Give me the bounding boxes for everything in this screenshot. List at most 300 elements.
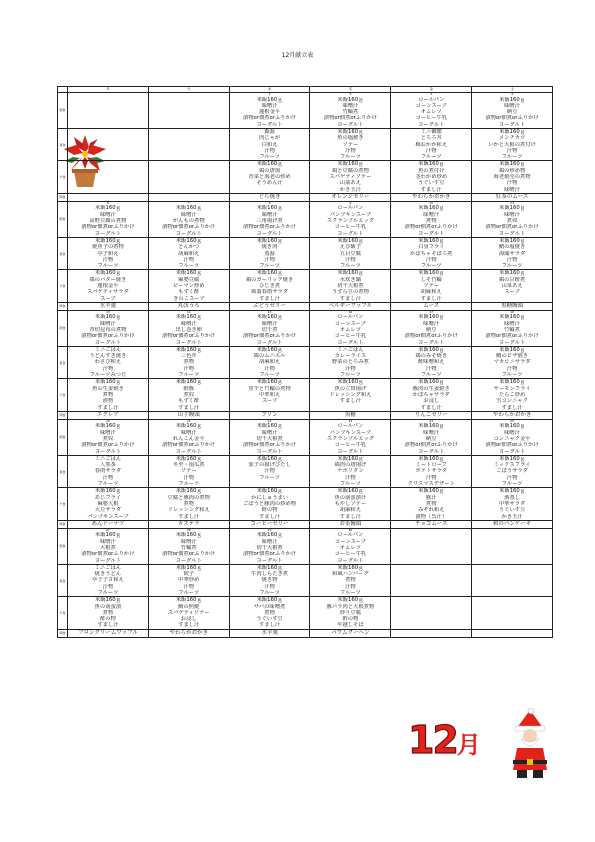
menu-item: ヨーグルト [94,557,122,564]
menu-item [149,187,229,193]
meal-cell [472,488,553,520]
menu-item: すまし汁 [258,295,281,302]
menu-item [472,590,552,596]
meal-cell [391,564,472,596]
menu-item: 汁物 [345,147,356,154]
menu-item [68,187,148,193]
menu-item: 漬物or佃煮orふりかけ [404,442,458,449]
meal-cell [148,128,229,160]
menu-item: 煮物 [264,609,275,616]
menu-item: れんこん金平 [172,435,205,442]
day-number: 21 [186,418,191,423]
meal-cell [391,455,472,487]
meal-cell [68,597,149,629]
menu-item: わさび和え [94,359,122,366]
menu-item: 山菜あえ [339,180,361,187]
menu-item: コーヒー牛乳 [334,224,367,231]
day-header-wed: 水 [229,87,310,93]
menu-item: 味噌汁 [261,211,278,218]
meal-cell [68,93,149,129]
menu-item: 米飯160ｇ [418,237,445,244]
menu-item: 味噌汁 [99,211,116,218]
menu-item: 漬物（呉汁） [415,513,448,520]
meal-cell [229,237,310,269]
day-number: 14 [186,309,191,314]
meal-label: 朝食 [58,93,68,129]
menu-item: 味噌汁 [180,320,197,327]
menu-item: すまし汁 [258,513,281,520]
day-number: 24 [429,418,434,423]
meal-cell [229,455,310,487]
meal-cell [68,379,149,411]
menu-item: ヨーグルト [175,339,202,346]
menu-item: 米飯160ｇ [175,488,202,495]
menu-item: かぼちゃサラダ [412,391,450,398]
menu-item: 米飯160ｇ [499,346,526,353]
meal-cell [472,419,553,455]
menu-item: 煮物 [425,218,437,225]
menu-item: とんかつ [178,244,200,251]
menu-item: ヨーグルト [337,339,364,346]
menu-item: ナポリタン [337,468,364,475]
snack-row [58,411,553,419]
menu-item: 漬物or佃煮orふりかけ [162,333,216,340]
meal-cell [310,270,391,302]
meal-cell [148,270,229,302]
meal-cell [391,201,472,237]
menu-item: うぐいす豆 [417,180,445,187]
day-number: 1 [268,92,271,96]
meal-cell [391,310,472,346]
menu-item: 煮物 [102,391,114,398]
menu-item: 味噌汁 [261,320,278,327]
menu-item: 漬物or佃煮orふりかけ [242,333,297,340]
menu-item: 米飯160ｇ [175,423,202,430]
menu-item: 漬物 [102,398,114,405]
santa-icon [513,708,547,778]
menu-item: 鶏と豆腐の煮物 [331,167,369,174]
menu-item: コーンスープ [415,102,447,109]
menu-item: 米飯160ｇ [256,597,283,604]
menu-item: フルーツみつ豆 [89,372,127,379]
menu-item: 汁物 [102,256,114,263]
meal-cell [472,310,553,346]
menu-item: 三角揚げ煮 [256,218,283,225]
menu-item: 鶏肉の唐揚げ [334,462,367,469]
menu-item: 麻婆豆腐 [178,276,200,283]
menu-item: 米飯160ｇ [418,455,445,462]
menu-item: 味噌汁 [342,102,359,109]
menu-item: 米飯160ｇ [94,205,121,212]
meal-cell [68,488,149,520]
meal-cell [229,270,310,302]
meal-label: 朝食 [58,310,68,346]
menu-item: 炒り豆腐 [339,609,361,616]
menu-item: 汁物 [264,583,275,590]
menu-item: 高野豆腐の煮物 [89,218,127,225]
month-kanji: 月 [456,731,481,759]
menu-item: ポテトサラダ [415,468,448,475]
menu-item: ミックスフライ [493,462,531,469]
meal-cell [229,419,310,455]
menu-item: 青菜と海老の炒め [248,174,291,181]
day-number: 25 [510,418,514,423]
menu-item: ヨーグルト [94,230,122,237]
menu-item: 蒸蕎 [264,250,275,257]
meal-cell [472,528,553,564]
menu-item: 胡麻和え [339,507,361,514]
menu-item: 漬物or佃煮orふりかけ [81,551,135,558]
snack-cell: カステラ [148,520,229,528]
menu-item: ごぼうサラダ [496,468,528,475]
menu-item: パンプキンスープ [329,429,372,436]
meal-cell [310,237,391,269]
menu-item: ヨーグルト [175,557,202,564]
snack-cell: エクレア [68,411,149,419]
menu-item: 米飯160ｇ [337,379,364,386]
meal-label: 夕食 [58,379,68,411]
menu-item: ヨーグルト [175,230,202,237]
day-number: 28 [186,527,191,532]
menu-item: もずく酢 [178,398,200,405]
menu-item: ヨーグルト [256,339,283,346]
meal-cell [229,310,310,346]
menu-item: メンチカツ [498,135,526,142]
menu-item: ロールパン [337,423,364,430]
day-number: 20 [106,418,110,423]
meal-cell [68,270,149,302]
snack-cell: あんドーナツ [68,520,149,528]
menu-item: フルーツ [501,154,523,161]
menu-item: 豚肉の生姜焼き [412,385,450,392]
meal-cell [472,237,553,269]
snack-label: 間食 [59,631,66,636]
menu-item: 酒蒸し [504,494,521,501]
menu-item: えび飯子 [339,244,361,251]
menu-item: ドレッシング和え [167,507,210,514]
snack-cell: プリン [229,411,310,419]
menu-item: 蓮根金平 [258,109,281,116]
menu-item: 汁物 [102,583,114,590]
snack-cell: ムース [391,302,472,310]
meal-cell [472,128,553,160]
menu-item: ヨーグルト [256,557,283,564]
menu-item: 米飯160ｇ [175,346,202,353]
day-header-mon: 月 [68,87,149,93]
menu-item: 中華炒め [178,577,200,584]
meal-cell [472,379,553,411]
menu-item [391,622,471,628]
menu-item: 納豆 [506,109,518,116]
meal-cell [310,455,391,487]
menu-item: 漬物or佃煮orふりかけ [242,551,297,558]
menu-item: 麻婆大根 [97,500,119,507]
day-number: 11 [510,200,514,205]
menu-item: スープ [504,289,520,296]
menu-item: 汁物 [506,474,518,481]
menu-item: ヨーグルト [498,121,526,128]
menu-item: 鯖の照焼 [178,603,200,610]
menu-item: オムレツ [339,544,361,551]
menu-item: ヨーグルト [498,230,526,237]
menu-item: 米飯160ｇ [337,455,364,462]
snack-cell: 黒糖 [310,411,391,419]
meal-cell [148,564,229,596]
menu-item: 米飯160ｇ [175,270,202,277]
menu-item: ヨーグルト [256,121,283,128]
menu-item: 味噌汁 [504,186,521,193]
day-number: 9 [349,200,352,205]
menu-item: 豆腐と豚肉の煮物 [167,494,210,501]
menu-item: フルーツ [420,372,442,379]
menu-item: 米飯160ｇ [175,455,202,462]
menu-item: フルーツ [420,154,442,161]
menu-item: 味噌汁 [99,429,116,436]
menu-item: フルーツ [340,481,361,488]
menu-item: 米飯160ｇ [418,488,445,495]
menu-item: 米飯160ｇ [256,564,283,571]
snack-cell: やわらかおかき [148,629,229,637]
menu-item: 米飯160ｇ [418,314,445,321]
menu-item: 白和え [261,141,278,148]
menu-item: ひじき煮 [258,283,281,290]
snack-cell: 丸ぼうろ [148,302,229,310]
menu-item: マカロニサラダ [493,359,531,366]
menu-item: 鶏の甘酢煮 [498,276,526,283]
menu-item: 人参茶 [99,462,116,469]
menu-item: スクランブルエッグ [326,435,375,442]
meal-cell [68,455,149,487]
menu-item: 汁物 [506,147,518,154]
meal-label: 朝食 [58,201,68,237]
menu-item: 竹輪煮 [504,327,521,333]
menu-item: 牛肉しらたき煮 [251,571,289,578]
menu-item: 煮奴 [102,435,114,442]
menu-item: かにしゅうまい [251,494,289,501]
menu-item: 野菜のとろみ煮 [331,359,369,366]
meal-cell [310,597,391,629]
meal-cell [148,488,229,520]
meal-label: 昼食 [58,564,68,596]
meal-cell [229,564,310,596]
menu-item: あじフライ [94,494,122,501]
menu-item: ロールパン [418,96,445,103]
menu-item: 汁物 [183,474,195,481]
meal-cell [310,161,391,193]
meal-label: 夕食 [58,597,68,629]
menu-item: パンプキンスープ [87,513,129,520]
menu-item: コーヒー牛乳 [415,115,448,122]
menu-item: 煮物 [183,500,195,507]
meal-cell [310,128,391,160]
menu-item: ヨーグルト [256,448,283,455]
menu-item: 漬物or佃煮orふりかけ [242,115,297,122]
menu-item: もやしソテー [334,500,367,507]
menu-item: 米飯160ｇ [337,237,364,244]
meal-cell [310,346,391,378]
menu-item [68,122,148,128]
day-number: 4 [511,92,514,96]
snack-cell: フロンクリームワッフル [68,629,149,637]
menu-item: 米飯160ｇ [337,161,364,168]
menu-item: スクランブルエッグ [326,218,375,225]
meal-label: 朝食 [58,528,68,564]
menu-item: 味噌汁 [423,211,440,218]
menu-item: 鶏の唐揚 [258,167,281,174]
menu-item: ミニごはん [94,455,122,462]
meal-cell [391,346,472,378]
meal-cell [229,379,310,411]
menu-item: 米飯160ｇ [499,237,526,244]
menu-item: 漬物or佃煮orふりかけ [81,333,135,340]
menu-item: 米飯160ｇ [337,564,364,571]
menu-table [57,86,553,638]
menu-item: サバの味噌煮 [253,603,286,610]
menu-item: 米飯160ｇ [175,314,202,321]
menu-item: フルーツ [340,372,361,379]
meal-cell [68,528,149,564]
meal-cell [472,270,553,302]
menu-item: 汁物 [425,147,437,154]
snack-cell: ぶどうゼリー [229,302,310,310]
menu-item: 汁物 [183,583,195,590]
menu-item: 漬物or佃煮orふりかけ [485,224,539,231]
menu-item: フルーツ [178,263,200,270]
menu-item: コンニャク金平 [493,435,531,442]
menu-item: ヨーグルト [337,448,364,455]
snack-cell [391,629,472,637]
menu-item: ミニごはん [94,564,122,571]
meal-cell [148,528,229,564]
day-number: 18 [510,309,514,314]
menu-item: 焼き肉 [261,244,278,251]
menu-item: 煮物 [425,500,437,507]
menu-item: 味噌汁 [504,429,521,436]
snack-cell: やわらかおかき [391,193,472,201]
menu-item: 漬物or佃煮orふりかけ [81,224,135,231]
menu-item: 米飯160ｇ [499,96,526,103]
menu-item: 米飯160ｇ [499,270,526,277]
meal-cell [310,528,391,564]
day-number: 17 [429,309,434,314]
menu-item: コーヒー牛乳 [334,333,367,340]
menu-item: 米飯160ｇ [499,488,526,495]
menu-item: コーンスープ [334,538,366,545]
menu-item: フルーツ [97,263,119,270]
meal-cell [148,455,229,487]
meal-row [58,128,553,160]
menu-item: 梅おかか和え [415,141,448,148]
menu-item: 米飯160ｇ [337,96,364,103]
menu-item: スープ [261,398,278,405]
snack-cell: 山芋饅頭 [148,411,229,419]
day-number: 15 [267,309,272,314]
snack-cell: チョコムース [391,520,472,528]
meal-cell [148,346,229,378]
snack-cell: 水羊羹 [68,302,149,310]
menu-item: 米飯160ｇ [175,597,202,604]
snack-label: 間食 [59,304,66,309]
menu-item: 亭子和え [97,250,119,257]
meal-cell [310,93,391,129]
menu-item: とろろ丼 [420,135,442,142]
menu-item: ソテー [423,283,440,290]
menu-item: 米飯160ｇ [256,205,283,212]
day-number: 7 [187,200,190,205]
menu-item: 味噌汁 [504,211,521,218]
menu-item: ヨーグルト [418,121,445,128]
menu-item: 米飯160ｇ [418,346,445,353]
menu-item: ロールパン [337,532,364,539]
menu-item: すまし汁 [178,513,200,520]
page-title: 12月献立表 [281,52,314,59]
menu-item: ヨーグルト [337,121,364,128]
menu-item: ロールパン [337,205,364,212]
day-number: 8 [268,200,271,205]
day-number: 10 [429,200,434,205]
menu-item: 米飯160ｇ [175,205,202,212]
menu-item: 汁物 [345,583,356,590]
menu-item: 漬物or佃煮orふりかけ [242,442,297,449]
snack-cell: 水羊羹 [229,629,310,637]
month-number: 12 [408,718,457,762]
menu-item: 米飯160ｇ [499,205,526,212]
menu-item: お浸し [180,616,197,623]
meal-row [58,270,553,302]
meal-label: 昼食 [58,346,68,378]
menu-item: フルーツ [178,589,200,596]
menu-item: スープ [100,295,116,302]
snack-cell: 紅茶のムース [472,193,553,201]
menu-item: 味噌汁 [180,429,197,436]
menu-item: 煮奴 [183,391,195,398]
menu-item: 青切昆布の煮物 [89,327,127,333]
meal-cell [310,488,391,520]
meal-row [58,201,553,237]
menu-item: 鶏のムニエル [253,353,286,360]
menu-item: 汁物 [345,365,356,372]
meal-row [58,455,553,487]
meal-label: 昼食 [58,237,68,269]
meal-label: 夕食 [58,270,68,302]
menu-item: すまし汁 [339,398,361,405]
meal-cell [391,237,472,269]
menu-item: コーヒー牛乳 [334,551,367,558]
menu-item: 中華和え [258,391,281,398]
menu-item: 米飯160ｇ [499,128,526,135]
menu-item: 汁物 [264,468,275,475]
menu-item: ヨーグルト [498,448,526,455]
menu-item: 漬物or佃煮orふりかけ [162,551,216,558]
menu-item: ヨーグルト [418,230,445,237]
santa-illustration [507,708,553,782]
meal-label: 夕食 [58,161,68,193]
menu-item: オムレツ [339,327,361,333]
snack-cell: やわらかおかき [472,411,553,419]
day-number: 23 [348,418,353,423]
menu-item: 三色丼 [180,353,197,360]
menu-item: フルーツ [259,474,280,481]
menu-item: 煮物 [183,359,195,366]
menu-item: 漬物or佃煮orふりかけ [404,224,458,231]
menu-item: 米飯160ｇ [256,423,283,430]
meal-cell [68,346,149,378]
menu-item: ヨーグルト [94,448,122,455]
menu-item: 鯖のピザ焼き [496,353,528,360]
menu-item: コーヒー牛乳 [334,442,367,449]
menu-item: お浸し [423,398,440,405]
meal-cell [391,597,472,629]
